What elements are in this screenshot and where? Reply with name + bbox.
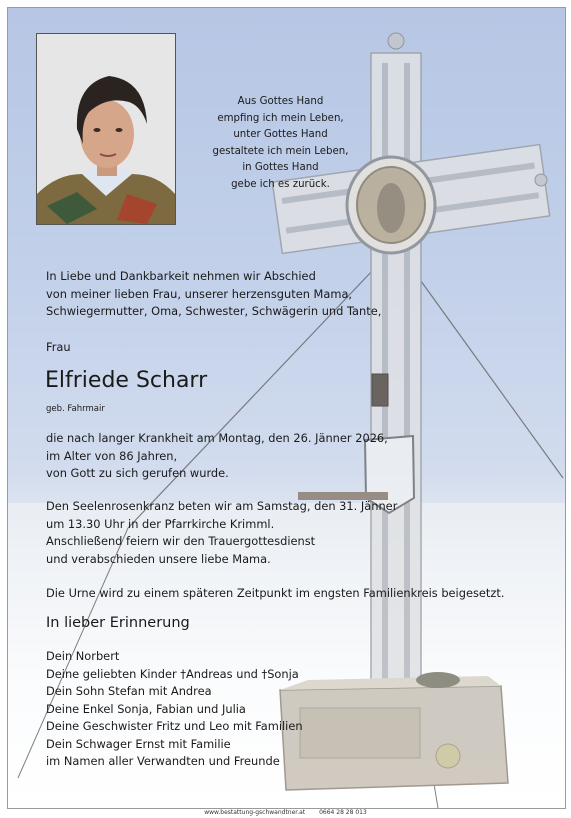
footer xyxy=(0,808,571,817)
mourner-line: Dein Norbert xyxy=(46,649,120,663)
service-line: Anschließend feiern wir den Trauergottesdienst xyxy=(46,534,316,548)
service-line: um 13.30 Uhr in der Pfarrkirche Krimml. xyxy=(46,516,275,531)
mourner-line: Deine geliebten Kinder †Andreas und †Sonja xyxy=(46,666,299,681)
obituary-card xyxy=(7,7,566,809)
urn-notice: Die Urne wird zu einem späteren Zeitpunkt im engsten Familienkreis beigesetzt. xyxy=(46,586,505,600)
service-details xyxy=(46,498,466,568)
poem-line: in Gottes Hand xyxy=(242,162,319,173)
intro-line: von meiner lieben Frau, unserer herzensguten Mama, xyxy=(46,286,353,301)
intro-line: Schwiegermutter, Oma, Schwester, Schwägerin und Tante, xyxy=(46,304,382,318)
service-line: Den Seelenrosenkranz beten wir am Samstag, den 31. Jänner xyxy=(46,499,398,513)
service-line: und verabschieden unsere liebe Mama. xyxy=(46,551,271,566)
death-line: von Gott zu sich gerufen wurde. xyxy=(46,466,229,480)
memory-heading: In lieber Erinnerung xyxy=(46,615,190,631)
poem-line: gestaltete ich mein Leben, xyxy=(212,145,349,157)
death-line: die nach langer Krankheit am Montag, den 26. Jänner 2026, xyxy=(46,431,388,445)
mourners-list xyxy=(46,648,466,771)
farewell-intro xyxy=(46,268,446,321)
poem-line: unter Gottes Hand xyxy=(233,129,328,140)
mourner-line: Dein Schwager Ernst mit Familie xyxy=(46,736,231,751)
mourner-line: Deine Enkel Sonja, Fabian und Julia xyxy=(46,701,246,716)
portrait-photo xyxy=(36,33,176,225)
poem-line: gebe ich es zurück. xyxy=(231,178,330,190)
death-notice xyxy=(46,430,466,483)
mourner-line: Dein Sohn Stefan mit Andrea xyxy=(46,684,212,698)
intro-line: In Liebe und Dankbarkeit nehmen wir Abschied xyxy=(46,269,316,283)
mourner-line: im Namen aller Verwandten und Freunde xyxy=(46,754,280,768)
salutation: Frau xyxy=(46,340,71,354)
footer-phone: 0664 28 28 013 xyxy=(319,809,367,816)
poem-line: Aus Gottes Hand xyxy=(237,96,324,107)
birth-name: geb. Fahrmair xyxy=(46,404,105,414)
death-line: im Alter von 86 Jahren, xyxy=(46,448,178,463)
poem xyxy=(193,94,368,193)
poem-line: empfing ich mein Leben, xyxy=(217,112,344,124)
mourner-line: Deine Geschwister Fritz und Leo mit Familien xyxy=(46,719,303,733)
footer-website: www.bestattung-gschwandtner.at xyxy=(204,809,306,816)
deceased-name: Elfriede Scharr xyxy=(45,368,208,393)
